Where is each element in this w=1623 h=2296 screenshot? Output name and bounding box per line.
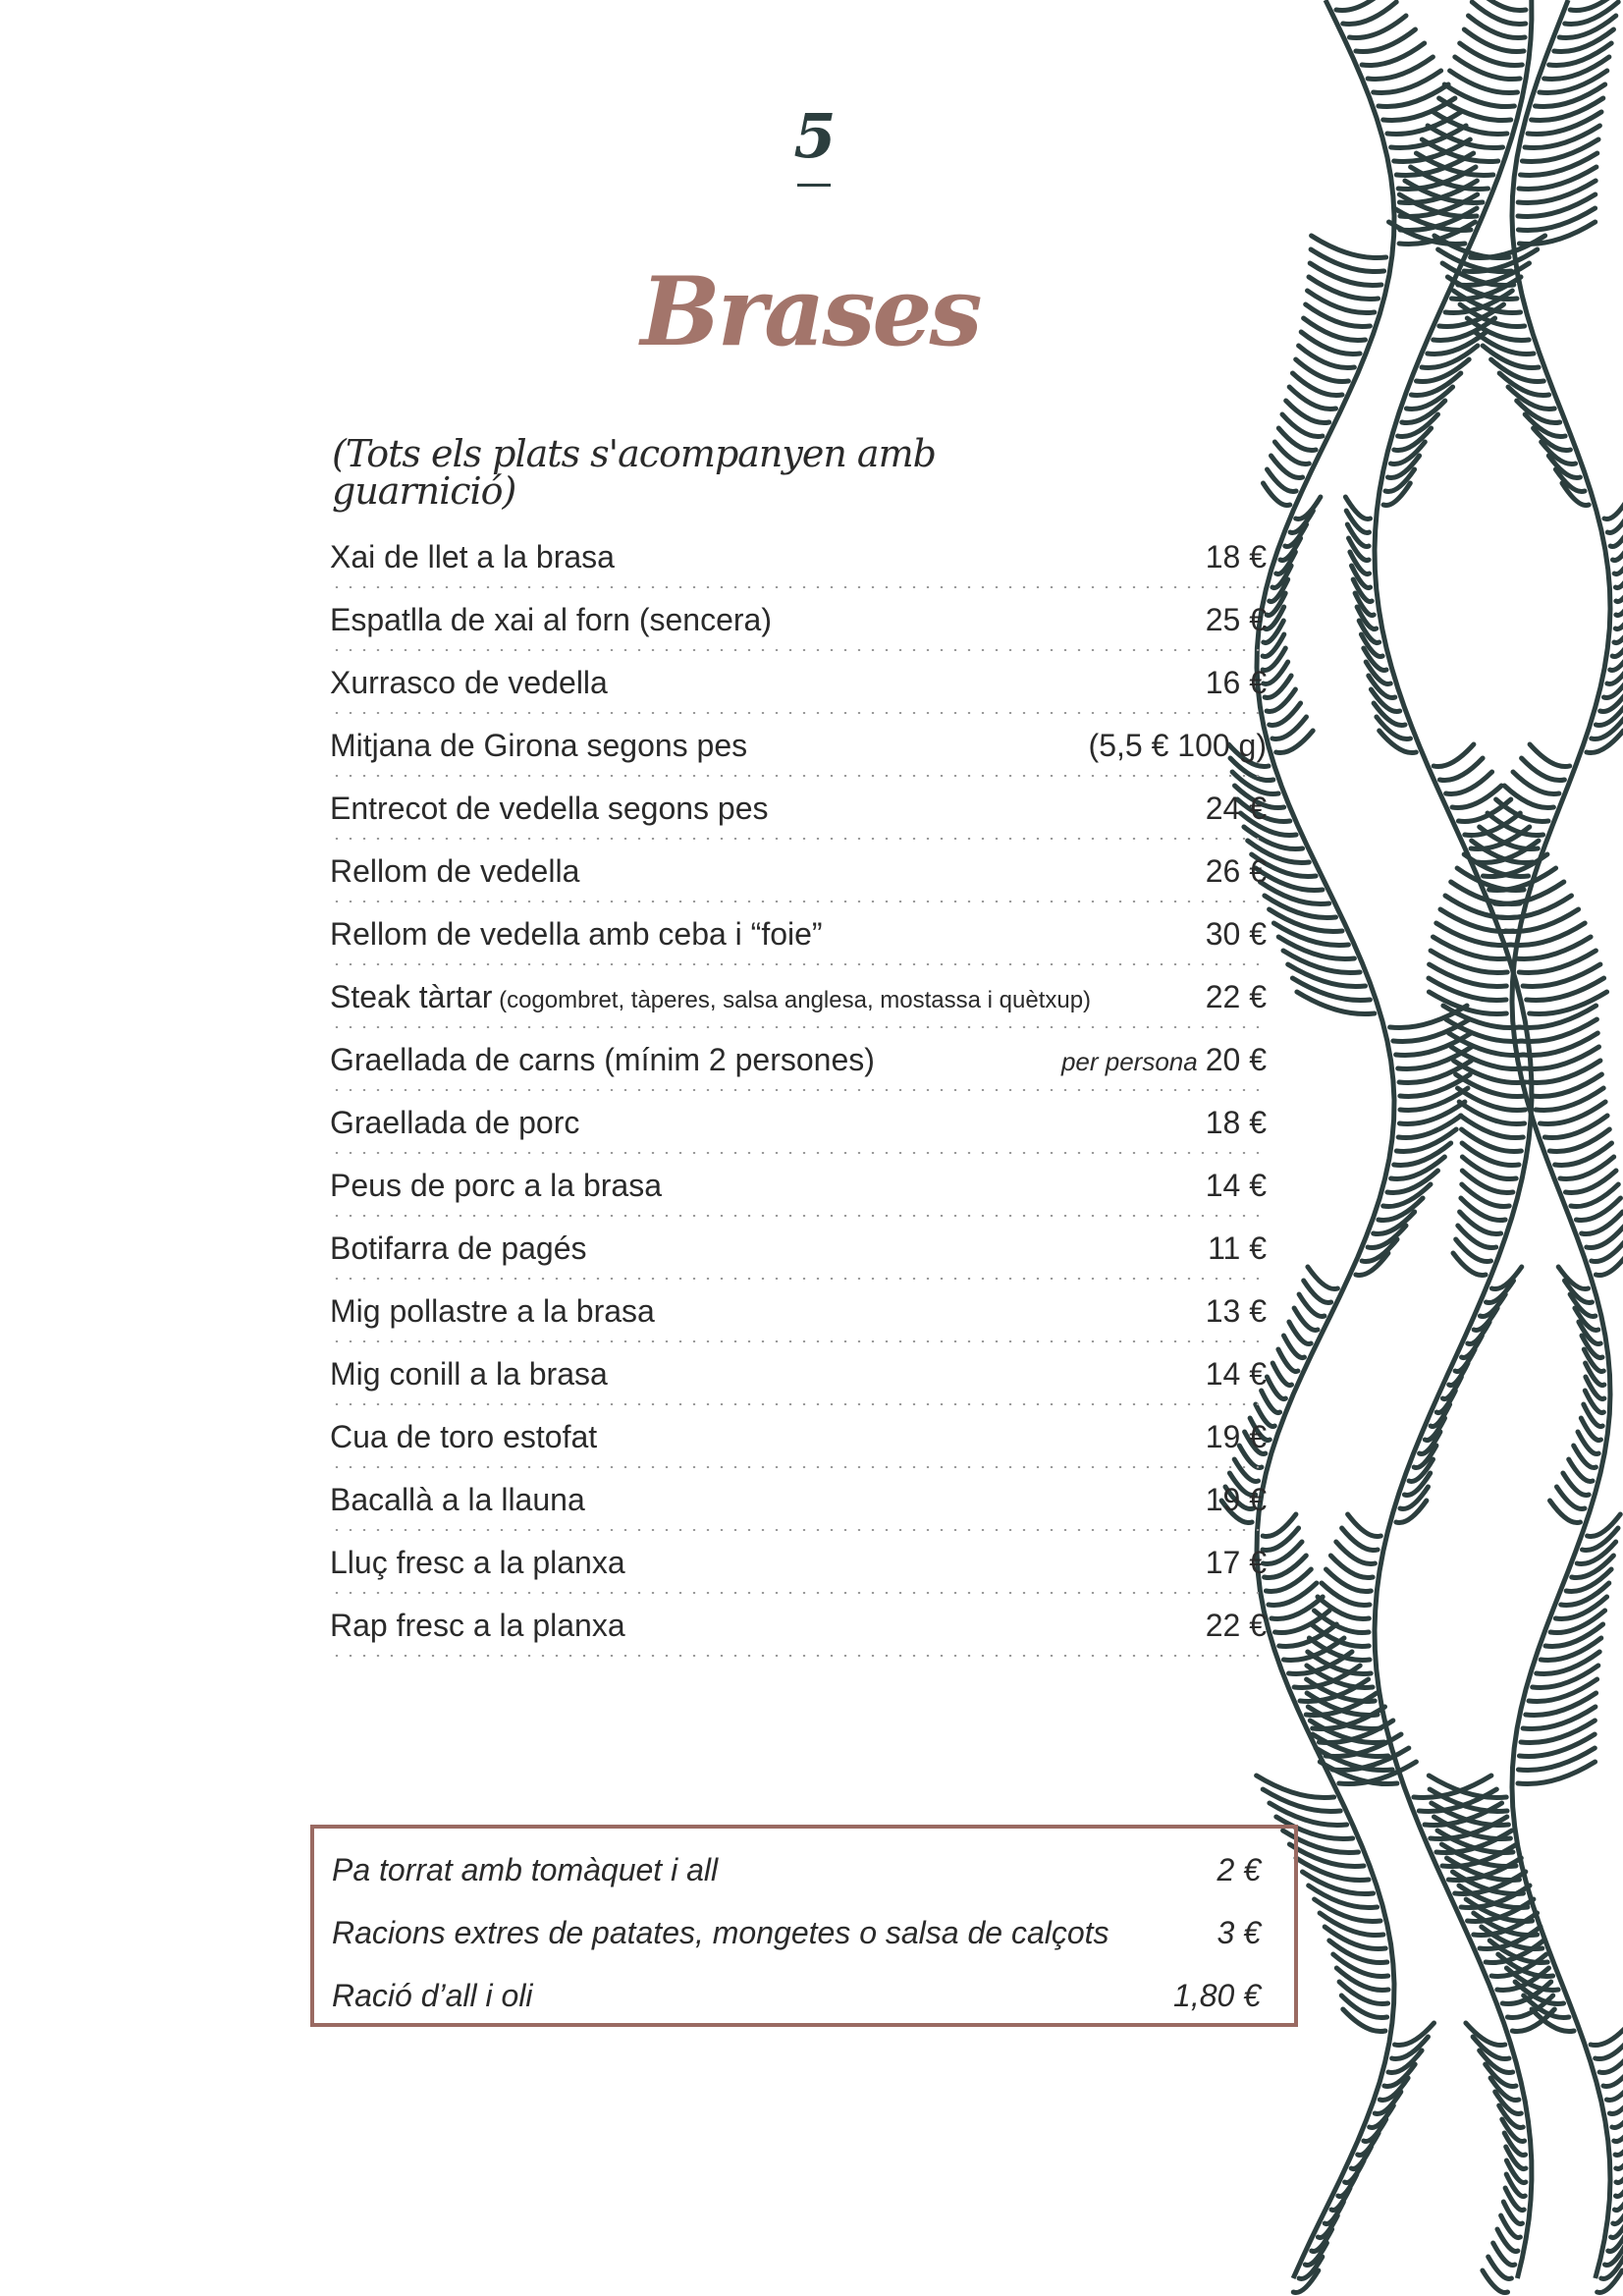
leaf-stroke [1398, 414, 1438, 437]
leaf-stroke [1563, 1473, 1589, 1496]
leaf-stroke [1388, 2050, 1422, 2073]
extras-box [310, 1825, 1298, 2027]
price-value: 30 € [1205, 916, 1267, 952]
leaf-stroke [1473, 2037, 1509, 2059]
leaf-stroke [1604, 497, 1623, 519]
menu-item-title: Steak tàrtar [330, 979, 493, 1014]
price-value: 16 € [1205, 665, 1267, 700]
leaf-stroke [1362, 43, 1425, 66]
menu-item-price [1061, 1044, 1267, 1089]
leaf-stroke [1497, 2229, 1518, 2252]
price-value: 24 € [1205, 791, 1267, 826]
leaf-stroke [1384, 2064, 1415, 2087]
menu-item-title: Entrecot de vedella segons pes [330, 791, 769, 826]
price-value: 14 € [1205, 1168, 1267, 1203]
leaf-stroke [1491, 1267, 1521, 1289]
leaf-stroke [1483, 346, 1539, 368]
leaf-stroke [1342, 1528, 1379, 1551]
leaf-stroke [1550, 1501, 1581, 1523]
leaf-stroke [1555, 469, 1585, 492]
menu-item-price [1206, 1170, 1267, 1215]
leaf-stroke [1499, 373, 1549, 396]
leaf-stroke [1565, 1281, 1593, 1303]
menu-item-name [330, 1232, 587, 1278]
menu-item [330, 901, 1267, 963]
leaf-stroke [1452, 786, 1501, 808]
menu-item-name [330, 981, 1091, 1026]
menu-item-title: Peus de porc a la brasa [330, 1168, 662, 1203]
menu-item-price [1206, 793, 1267, 838]
menu-item-title: Bacallà a la llauna [330, 1482, 585, 1517]
leaf-stroke [1534, 428, 1571, 451]
leaf-stroke [1517, 401, 1560, 423]
leaf-stroke [1486, 2064, 1516, 2087]
price-value: (5,5 € 100 g) [1088, 728, 1267, 763]
leaf-stroke [1557, 1487, 1586, 1509]
menu-item-name [330, 1421, 597, 1466]
price-value: 22 € [1205, 979, 1267, 1014]
menu-item-title: Espatlla de xai al forn (sencera) [330, 602, 772, 637]
menu-item-title: Xurrasco de vedella [330, 665, 608, 700]
leaf-stroke [1570, 1294, 1596, 1317]
menu-item-price [1206, 981, 1267, 1026]
menu-item-price [1206, 1610, 1267, 1655]
extra-item-price: 3 € [1217, 1915, 1261, 1950]
leaf-stroke [1616, 2160, 1623, 2183]
menu-item-price [1206, 541, 1267, 586]
menu-item-name [330, 1610, 625, 1655]
price-value: 20 € [1205, 1042, 1267, 1077]
leaf-stroke [1356, 29, 1416, 52]
menu-item-name [330, 918, 823, 963]
menu-item [330, 1529, 1267, 1592]
menu-item [330, 649, 1267, 712]
leaf-stroke [1362, 1239, 1397, 1262]
leaf-stroke [1268, 469, 1297, 492]
menu-item-price [1206, 604, 1267, 649]
leaf-stroke [1274, 442, 1309, 465]
menu-item-name [330, 1484, 585, 1529]
extra-item-name: Racions extres de patates, mongetes o salsa de calçots [332, 1915, 1109, 1950]
leaf-stroke [1411, 373, 1461, 396]
price-value: 17 € [1205, 1545, 1267, 1580]
leaf-stroke [1578, 1432, 1598, 1454]
leaf-stroke [1406, 387, 1452, 410]
price-value: 18 € [1205, 539, 1267, 574]
menu-item-title: Rellom de vedella [330, 853, 580, 889]
leaf-stroke [1562, 483, 1589, 506]
leaf-stroke [1504, 786, 1553, 808]
menu-item-price [1206, 1358, 1267, 1403]
leaf-stroke [1343, 2, 1397, 25]
menu-item [330, 523, 1267, 586]
leaf-stroke [1394, 428, 1432, 451]
menu-item-title: Graellada de carns (mínim 2 persones) [330, 1042, 875, 1077]
leaf-stroke [1304, 1281, 1331, 1303]
menu-item-name [330, 1358, 608, 1403]
leaf-stroke [1483, 2270, 1508, 2293]
price-value: 19 € [1205, 1419, 1267, 1454]
price-value: 19 € [1205, 1482, 1267, 1517]
menu-item-title: Botifarra de pagés [330, 1230, 587, 1266]
leaf-stroke [1271, 456, 1303, 478]
leaf-stroke [1276, 731, 1314, 753]
price-value: 14 € [1205, 1356, 1267, 1392]
leaf-stroke [1569, 1459, 1593, 1482]
menu-item [330, 963, 1267, 1026]
extra-item-name: Pa torrat amb tomàquet i all [332, 1852, 719, 1887]
menu-item [330, 1026, 1267, 1089]
leaf-stroke [1379, 1198, 1423, 1221]
leaf-stroke [1446, 772, 1492, 794]
leaf-stroke [1530, 744, 1570, 767]
menu-item-title: Graellada de porc [330, 1105, 580, 1140]
leaf-stroke [1548, 456, 1580, 478]
leaf-stroke [1542, 442, 1576, 465]
menu-item [330, 1340, 1267, 1403]
price-value: 11 € [1208, 1230, 1267, 1266]
leaf-stroke [1368, 1226, 1406, 1248]
leaf-stroke [1591, 2023, 1623, 2046]
leaf-stroke [1434, 744, 1474, 767]
menu-item-detail: (cogombret, tàperes, salsa anglesa, mostassa i quètxup) [492, 987, 1092, 1013]
leaf-stroke [1402, 401, 1445, 423]
price-value: 25 € [1205, 602, 1267, 637]
section-title: Brases [640, 256, 980, 367]
leaf-stroke [1574, 1446, 1596, 1468]
menu-list [330, 523, 1267, 1655]
menu-item-title: Rellom de vedella amb ceba i “foie” [330, 916, 823, 952]
leaf-stroke [1348, 1514, 1381, 1537]
price-value: 18 € [1205, 1105, 1267, 1140]
leaf-stroke [1270, 703, 1301, 726]
leaf-stroke [1349, 16, 1406, 38]
menu-item-name [330, 793, 769, 838]
menu-item-name [330, 1295, 655, 1340]
leaf-stroke [1466, 2023, 1505, 2046]
leaf-stroke [1558, 1267, 1588, 1289]
extra-item [332, 1850, 1261, 1889]
menu-item-price [1208, 1232, 1267, 1278]
menu-item-price [1206, 667, 1267, 712]
leaf-stroke [1380, 2078, 1408, 2101]
price-qualifier: per persona [1060, 1047, 1198, 1076]
menu-item [330, 838, 1267, 901]
menu-item-price [1206, 1421, 1267, 1466]
leaf-stroke [1417, 359, 1470, 382]
garnish-note: (Tots els plats s'acompanyen amb guarnició) [332, 432, 936, 513]
menu-item-title: Lluç fresc a la planxa [330, 1545, 625, 1580]
menu-item-name [330, 667, 608, 712]
extra-item [332, 1976, 1261, 2015]
menu-item-title: Mig pollastre a la brasa [330, 1293, 655, 1329]
leaf-stroke [1513, 772, 1559, 794]
menu-item-name [330, 1107, 579, 1152]
menu-item-title: Mig conill a la brasa [330, 1356, 608, 1392]
menu-item [330, 586, 1267, 649]
extra-item-price: 2 € [1217, 1852, 1261, 1887]
menu-item-price [1206, 1484, 1267, 1529]
menu-item-name [330, 855, 579, 901]
leaf-stroke [1488, 2257, 1512, 2279]
menu-item-name [330, 1170, 662, 1215]
page-number-underline [797, 184, 831, 187]
leaf-stroke [1272, 717, 1307, 739]
menu-item [330, 775, 1267, 838]
menu-item-price [1206, 855, 1267, 901]
leaf-stroke [1480, 2050, 1513, 2073]
leaf-stroke [1491, 359, 1544, 382]
leaf-stroke [1374, 1212, 1415, 1234]
menu-item [330, 1278, 1267, 1340]
menu-item [330, 1466, 1267, 1529]
leaf-stroke [1336, 0, 1386, 11]
menu-item-title: Xai de llet a la brasa [330, 539, 615, 574]
leaf-stroke [1390, 442, 1425, 465]
menu-item-price [1206, 918, 1267, 963]
menu-item-price [1206, 1295, 1267, 1340]
leaf-stroke [1525, 414, 1565, 437]
menu-item-title: Cua de toro estofat [330, 1419, 598, 1454]
menu-item-name [330, 730, 747, 775]
leaf-stroke [1508, 387, 1554, 410]
menu-item-name [330, 1547, 625, 1592]
leaf-stroke [1276, 552, 1296, 574]
extra-item-name: Ració d’all i oli [332, 1978, 533, 2013]
leaf-stroke [1308, 1267, 1338, 1289]
leaf-stroke [1278, 428, 1316, 451]
menu-item [330, 1592, 1267, 1655]
menu-item-name [330, 604, 772, 649]
leaf-stroke [1616, 2147, 1623, 2169]
extra-item [332, 1913, 1261, 1952]
leaf-stroke [1395, 2023, 1434, 2046]
leaf-stroke [1383, 1184, 1431, 1207]
leaf-stroke [1493, 2243, 1515, 2266]
menu-item [330, 712, 1267, 775]
menu-item [330, 1152, 1267, 1215]
menu-item-name [330, 1044, 875, 1089]
leaf-stroke [1272, 566, 1291, 588]
leaf-stroke [1422, 346, 1478, 368]
menu-item-price [1206, 1547, 1267, 1592]
menu-item [330, 1215, 1267, 1278]
extra-item-price: 1,80 € [1173, 1978, 1261, 2013]
price-value: 13 € [1205, 1293, 1267, 1329]
menu-item [330, 1089, 1267, 1152]
menu-item-price [1089, 730, 1267, 775]
leaf-stroke [1264, 483, 1290, 506]
menu-item [330, 1403, 1267, 1466]
menu-item-price [1206, 1107, 1267, 1152]
leaf-stroke [1439, 758, 1483, 781]
price-value: 26 € [1205, 853, 1267, 889]
menu-item-name [330, 541, 615, 586]
menu-item-title: Mitjana de Girona segons pes [330, 728, 748, 763]
page-number: 5 [793, 100, 837, 172]
menu-item-title: Rap fresc a la planxa [330, 1608, 625, 1643]
leaf-stroke [1522, 758, 1565, 781]
price-value: 22 € [1205, 1608, 1267, 1643]
